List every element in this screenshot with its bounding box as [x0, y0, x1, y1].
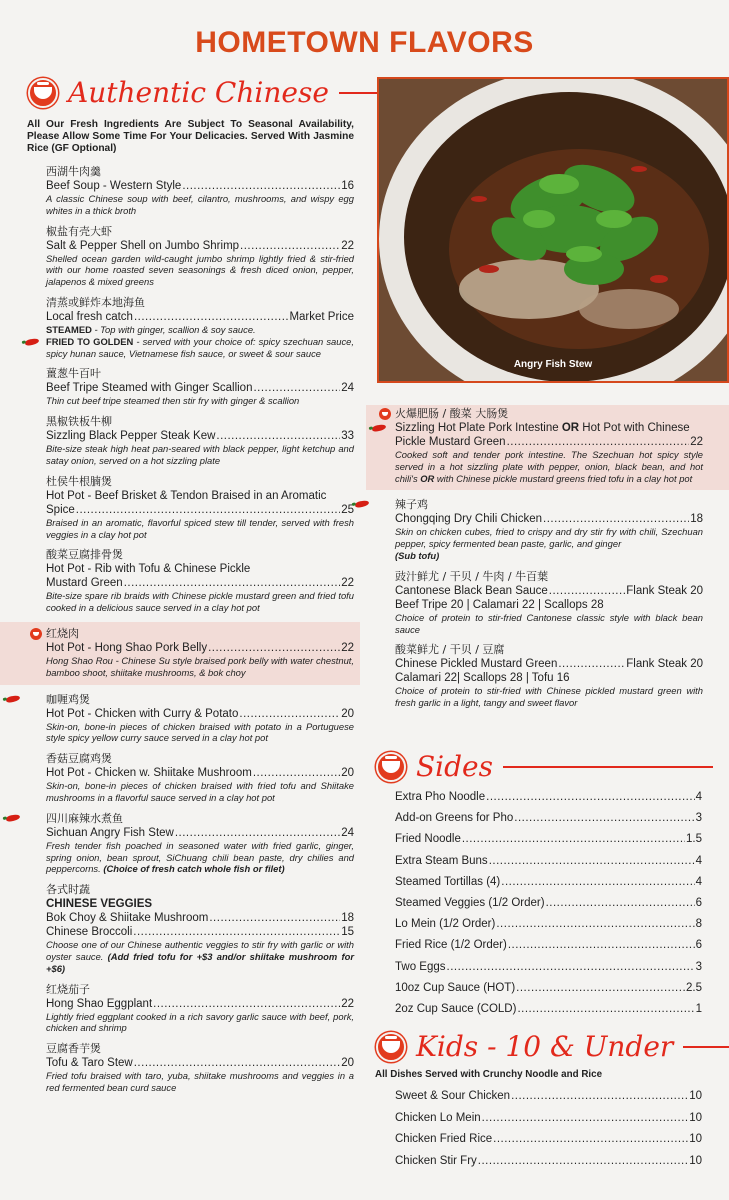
item-price: 25: [341, 503, 354, 516]
item-name: Local fresh catch: [46, 310, 133, 323]
side-name: Steamed Tortillas (4): [395, 875, 501, 888]
item-chinese-name: 红烧肉: [46, 626, 79, 640]
kids-item-name: Chicken Fried Rice: [395, 1133, 493, 1145]
item-row: [46, 429, 354, 443]
item-description: Skin-on, bone-in pieces of chicken braised with potato in a Portuguese style spicy yellow curry sauce served in a clay hot pot: [46, 720, 354, 744]
page-title: HOMETOWN FLAVORS: [195, 26, 534, 59]
item-description: Skin-on, bone-in pieces of chicken braised with fried tofu and Shiitake mushrooms in a flavorful sauce served in a clay hot pot: [46, 780, 354, 803]
description-text: Fresh tender fish poached in seasoned water with fried garlic, ginger, spring onion, bean sprout, SiChuang chili bean paste, dry chilies and peppercorns.: [46, 839, 354, 875]
item-price: 20: [341, 707, 354, 720]
item-row: [46, 766, 354, 780]
header-rule: [503, 766, 713, 768]
side-price: 6: [695, 896, 702, 909]
menu-item: [27, 693, 354, 745]
item-price: 16: [341, 180, 354, 192]
item-row: [46, 576, 354, 590]
item-price: 20: [341, 767, 354, 780]
kids-item-price: 10: [689, 1111, 702, 1124]
chef-special-icon: [379, 408, 391, 420]
steamed-label: STEAMED: [46, 323, 92, 335]
side-item: [395, 875, 702, 896]
fried-description: - served with your choice of: spicy szechuan sauce, spicy hunan sauce, Vietnamese fish sauce, or sweet & sour sauce: [46, 335, 354, 359]
item-name: Hot Pot - Rib with Tofu & Chinese Pickle: [46, 563, 251, 576]
description-text: with Chinese pickle mustard greens fried tofu in a clay hot pot: [434, 472, 693, 484]
side-price: 4: [695, 875, 702, 888]
kids-item: [395, 1089, 702, 1111]
item-name: Hong Shao Eggplant: [46, 997, 153, 1010]
item-name-cont: Pickle Mustard Green: [395, 436, 506, 448]
item-price: 18: [690, 513, 703, 526]
kids-item-name: Sweet & Sour Chicken: [395, 1090, 511, 1102]
item-row: [46, 826, 354, 840]
item-chinese-name: 豆腐香芋煲: [46, 1042, 101, 1056]
side-name: Fried Rice (1/2 Order): [395, 939, 507, 952]
item-name: Hot Pot - Hong Shao Pork Belly: [46, 641, 208, 654]
item-row: [46, 707, 354, 721]
item-row: [395, 584, 703, 598]
item-name: Sizzling Black Pepper Steak Kew: [46, 430, 216, 443]
side-name: Extra Pho Noodle: [395, 791, 486, 803]
menu-item: [27, 367, 354, 407]
side-price: 6: [695, 939, 702, 952]
item-description: Hong Shao Rou - Chinese Su style braised pork belly with water chestnut, bamboo shoot, shiitake mushrooms, & bok choy: [46, 654, 354, 678]
kids-heading: Kids - 10 & Under: [416, 1030, 674, 1063]
steamed-description: - Top with ginger, scallion & soy sauce.: [91, 323, 256, 335]
item-chinese-name: 杜侯牛根腩煲: [46, 474, 112, 488]
menu-item: [27, 883, 354, 974]
side-item: [395, 917, 702, 938]
side-item: [395, 832, 702, 853]
kids-item-price: 10: [689, 1090, 702, 1102]
right-column: [376, 405, 703, 709]
spicy-pepper-icon: [25, 337, 40, 346]
sides-list: [395, 790, 702, 1023]
menu-item: [27, 983, 354, 1035]
item-name-cont: Mustard Green: [46, 577, 123, 590]
item-description: Bite-size spare rib braids with Chinese pickle mustard green and fried tofu cooked in a delicious sauce served in a clay hot pot: [46, 590, 354, 614]
item-price: 18: [341, 912, 354, 925]
side-item: [395, 960, 702, 981]
item-name: Sichuan Angry Fish Stew: [46, 826, 174, 839]
item-price: 20: [341, 1057, 354, 1070]
side-price: 8: [695, 918, 702, 931]
kids-item-name: Chicken Stir Fry: [395, 1154, 477, 1167]
item-chinese-name: 清蒸或鲜炸本地海鱼: [46, 295, 145, 309]
item-chinese-name: 咖喱鸡煲: [46, 692, 90, 706]
restaurant-logo-icon: [376, 1032, 406, 1062]
item-row: [46, 310, 354, 324]
item-description: Lightly fried eggplant cooked in a rich savory garlic sauce with beef, pork, chicken and shrimp: [46, 1010, 354, 1034]
item-chinese-name: 豉汁鲜尤 / 干贝 / 牛肉 / 牛百葉: [395, 569, 549, 583]
item-row: [395, 657, 703, 671]
item-name-cont: Spice: [46, 503, 75, 516]
veggies-subheading: CHINESE VEGGIES: [46, 898, 153, 911]
description-note: (Choice of fresh catch whole fish or filet): [100, 863, 285, 875]
restaurant-logo-icon: [28, 78, 58, 108]
kids-item: [395, 1154, 702, 1176]
item-chinese-name: 各式时蔬: [46, 883, 90, 897]
spicy-pepper-icon: [6, 813, 21, 822]
side-price: 3: [695, 812, 702, 825]
side-item: [395, 790, 702, 811]
menu-item: [27, 752, 354, 804]
authentic-chinese-heading: Authentic Chinese: [68, 76, 329, 109]
item-description: [46, 840, 354, 875]
menu-item: [27, 548, 354, 614]
item-row: [46, 925, 354, 939]
item-chinese-name: 火爆肥肠 / 酸菜 大肠煲: [395, 407, 509, 420]
sides-heading: Sides: [416, 750, 493, 783]
item-description: [395, 526, 703, 561]
left-column: [27, 119, 354, 1094]
item-row: [395, 512, 703, 526]
item-price: 22: [341, 239, 354, 252]
photo-caption: Angry Fish Stew: [513, 359, 593, 370]
kids-header: [376, 1030, 729, 1063]
item-price: 22: [341, 997, 354, 1010]
kids-item: [395, 1132, 702, 1154]
kids-list: [395, 1089, 702, 1175]
item-price: 22: [341, 641, 354, 654]
menu-item: [376, 498, 703, 561]
item-row: [46, 179, 354, 193]
authentic-intro: All Our Fresh Ingredients Are Subject To Seasonal Availability, Please Allow Some Time For Your Delicacies. Served With Jasmine Rice (GF Optional): [27, 119, 354, 154]
angry-fish-stew-photo: [377, 77, 729, 383]
item-prices-line: Beef Tripe 20 | Calamari 22 | Scallops 28: [395, 598, 604, 611]
item-name: Bok Choy & Shiitake Mushroom: [46, 912, 209, 925]
fried-label: FRIED TO GOLDEN: [46, 335, 134, 347]
item-price: 15: [341, 926, 354, 939]
side-price: 4: [695, 791, 702, 803]
item-name: Hot Pot - Chicken w. Shiitake Mushroom: [46, 767, 252, 780]
item-description: [46, 324, 354, 336]
item-chinese-name: 椒盐有壳大虾: [46, 224, 112, 238]
item-name: Beef Soup - Western Style: [46, 180, 182, 192]
fish-stew-illustration: [379, 79, 727, 381]
name-or: OR: [561, 422, 580, 434]
item-chinese-name: 红烧茄子: [46, 982, 90, 996]
restaurant-logo-icon: [376, 752, 406, 782]
item-name: Tofu & Taro Stew: [46, 1057, 133, 1070]
name-part: Hot Pot with Chinese: [579, 422, 690, 434]
item-name: Hot Pot - Chicken with Curry & Potato: [46, 707, 239, 720]
item-row: [395, 435, 703, 449]
item-name: Chongqing Dry Chili Chicken: [395, 513, 543, 526]
item-chinese-name: 四川麻辣水煮鱼: [46, 811, 123, 825]
item-name: Chinese Broccoli: [46, 926, 133, 939]
item-name: [395, 421, 703, 435]
item-row: [46, 1056, 354, 1070]
side-price: 1: [695, 1002, 702, 1015]
description-text: Skin on chicken cubes, fried to crispy and dry stir fry with chili, Szechuan pepper, spicy fermented bean paste, garlic, and ginger: [395, 526, 703, 550]
item-description: [46, 336, 354, 360]
menu-item-highlighted: [366, 405, 729, 490]
menu-item: [27, 225, 354, 288]
kids-item: [395, 1111, 702, 1133]
authentic-chinese-header: [28, 76, 419, 109]
item-row: [46, 381, 354, 395]
side-name: 10oz Cup Sauce (HOT): [395, 981, 516, 994]
item-chinese-name: 黑椒铁板牛柳: [46, 415, 112, 429]
side-item: [395, 854, 702, 875]
item-description: Shelled ocean garden wild-caught jumbo shrimp lightly fried & stir-fried with our home roasted seven seasonings & fresh diced onion, pepper, jalapenos & mixed greens: [46, 252, 354, 288]
item-chinese-name: 薑葱牛百叶: [46, 367, 101, 381]
menu-item: [27, 1042, 354, 1094]
item-chinese-name: 西湖牛肉羹: [46, 165, 101, 178]
chef-special-icon: [30, 628, 42, 640]
description-text: Choose one of our Chinese authentic veggies to stir fry with garlic or with oyster sauce.: [46, 939, 354, 962]
spicy-pepper-icon: [355, 500, 370, 509]
kids-item-price: 10: [689, 1133, 702, 1145]
item-description: Thin cut beef tripe steamed then stir fry with ginger & scallion: [46, 395, 300, 407]
item-prices-line: Calamari 22| Scallops 28 | Tofu 16: [395, 672, 570, 685]
kids-intro: All Dishes Served with Crunchy Noodle and Rice: [375, 1069, 603, 1080]
sides-header: [376, 750, 713, 783]
item-name: Salt & Pepper Shell on Jumbo Shrimp: [46, 239, 240, 252]
side-name: Steamed Veggies (1/2 Order): [395, 896, 545, 909]
menu-item: [376, 570, 703, 636]
item-price: Market Price: [289, 310, 354, 323]
item-price: 22: [341, 577, 354, 590]
side-name: Add-on Greens for Pho: [395, 812, 514, 825]
kids-item-name: Chicken Lo Mein: [395, 1111, 481, 1124]
item-chinese-name: 酸菜鲜尤 / 干贝 / 豆腐: [395, 643, 505, 657]
side-price: 3: [695, 960, 702, 973]
spicy-pepper-icon: [372, 424, 387, 433]
item-row: [46, 239, 354, 253]
item-name: Hot Pot - Beef Brisket & Tendon Braised in an Aromatic: [46, 489, 327, 502]
side-name: Lo Mein (1/2 Order): [395, 918, 496, 931]
side-item: [395, 938, 702, 959]
item-price: Flank Steak 20: [626, 584, 703, 597]
side-item: [395, 981, 702, 1002]
item-price: 24: [341, 382, 354, 395]
side-item: [395, 896, 702, 917]
item-description: Choice of protein to stir-fried with Chinese pickled mustard green with fresh garlic in a light, tangy and sweet flavor: [395, 685, 703, 709]
item-description: A classic Chinese soup with beef, cilantro, mushrooms, and wispy egg whites in a thick broth: [46, 193, 354, 216]
item-description: Choice of protein to stir-fried Cantonese classic style with black bean sauce: [395, 611, 703, 635]
description-text: Cooked soft and tender pork intestine. The Szechuan hot spicy style served in a hot sizzling plate with pepper, onion, black bean, and hot chili's: [395, 449, 703, 484]
item-row: [46, 641, 354, 655]
item-chinese-name: 酸菜豆腐排骨煲: [46, 548, 123, 562]
item-price: Flank Steak 20: [626, 658, 703, 671]
item-description: [46, 939, 354, 974]
side-item: [395, 811, 702, 832]
header-rule: [683, 1046, 729, 1048]
item-row: [46, 997, 354, 1011]
menu-item: [27, 812, 354, 875]
description-or: OR: [420, 472, 435, 484]
item-chinese-name: 香菇豆腐鸡煲: [46, 752, 112, 766]
menu-item: [27, 165, 354, 217]
item-description: [395, 449, 703, 484]
item-row: [46, 911, 354, 925]
kids-item-price: 10: [689, 1154, 702, 1167]
side-name: Fried Noodle: [395, 833, 461, 846]
menu-item: [27, 475, 354, 541]
item-price: 24: [341, 826, 354, 839]
description-note: (Add fried tofu for +$3 and/or shiitake mushroom for +$6): [46, 950, 354, 974]
side-price: 2.5: [686, 981, 702, 994]
menu-item: [27, 296, 354, 359]
item-description: Bite-size steak high heat pan-seared with black pepper, light ketchup and satay onion, served on a hot sizzling plate: [46, 443, 354, 466]
item-row: [46, 503, 354, 517]
side-item: [395, 1002, 702, 1023]
item-description: Fried tofu braised with taro, yuba, shiitake mushrooms and veggies in a red fermented bean curd sauce: [46, 1070, 354, 1093]
menu-item-highlighted: [0, 622, 360, 685]
item-description: Braised in an aromatic, flavorful spiced stew till tender, served with fresh veggies in a clay hot pot: [46, 516, 354, 540]
item-name: Chinese Pickled Mustard Green: [395, 658, 558, 671]
menu-item: [27, 415, 354, 467]
menu-item: [376, 643, 703, 709]
description-note: (Sub tofu): [395, 549, 440, 561]
item-price: 33: [341, 430, 354, 443]
item-name: Beef Tripe Steamed with Ginger Scallion: [46, 382, 253, 395]
name-part: Sizzling Hot Plate Pork Intestine: [395, 422, 562, 434]
side-name: Two Eggs: [395, 960, 446, 973]
side-name: 2oz Cup Sauce (COLD): [395, 1002, 517, 1015]
side-price: 1.5: [686, 833, 702, 846]
item-price: 22: [690, 436, 703, 448]
item-name: Cantonese Black Bean Sauce: [395, 584, 548, 597]
side-price: 4: [695, 854, 702, 867]
item-chinese-name: 辣子鸡: [395, 498, 428, 512]
spicy-pepper-icon: [6, 694, 21, 703]
side-name: Extra Steam Buns: [395, 854, 488, 867]
